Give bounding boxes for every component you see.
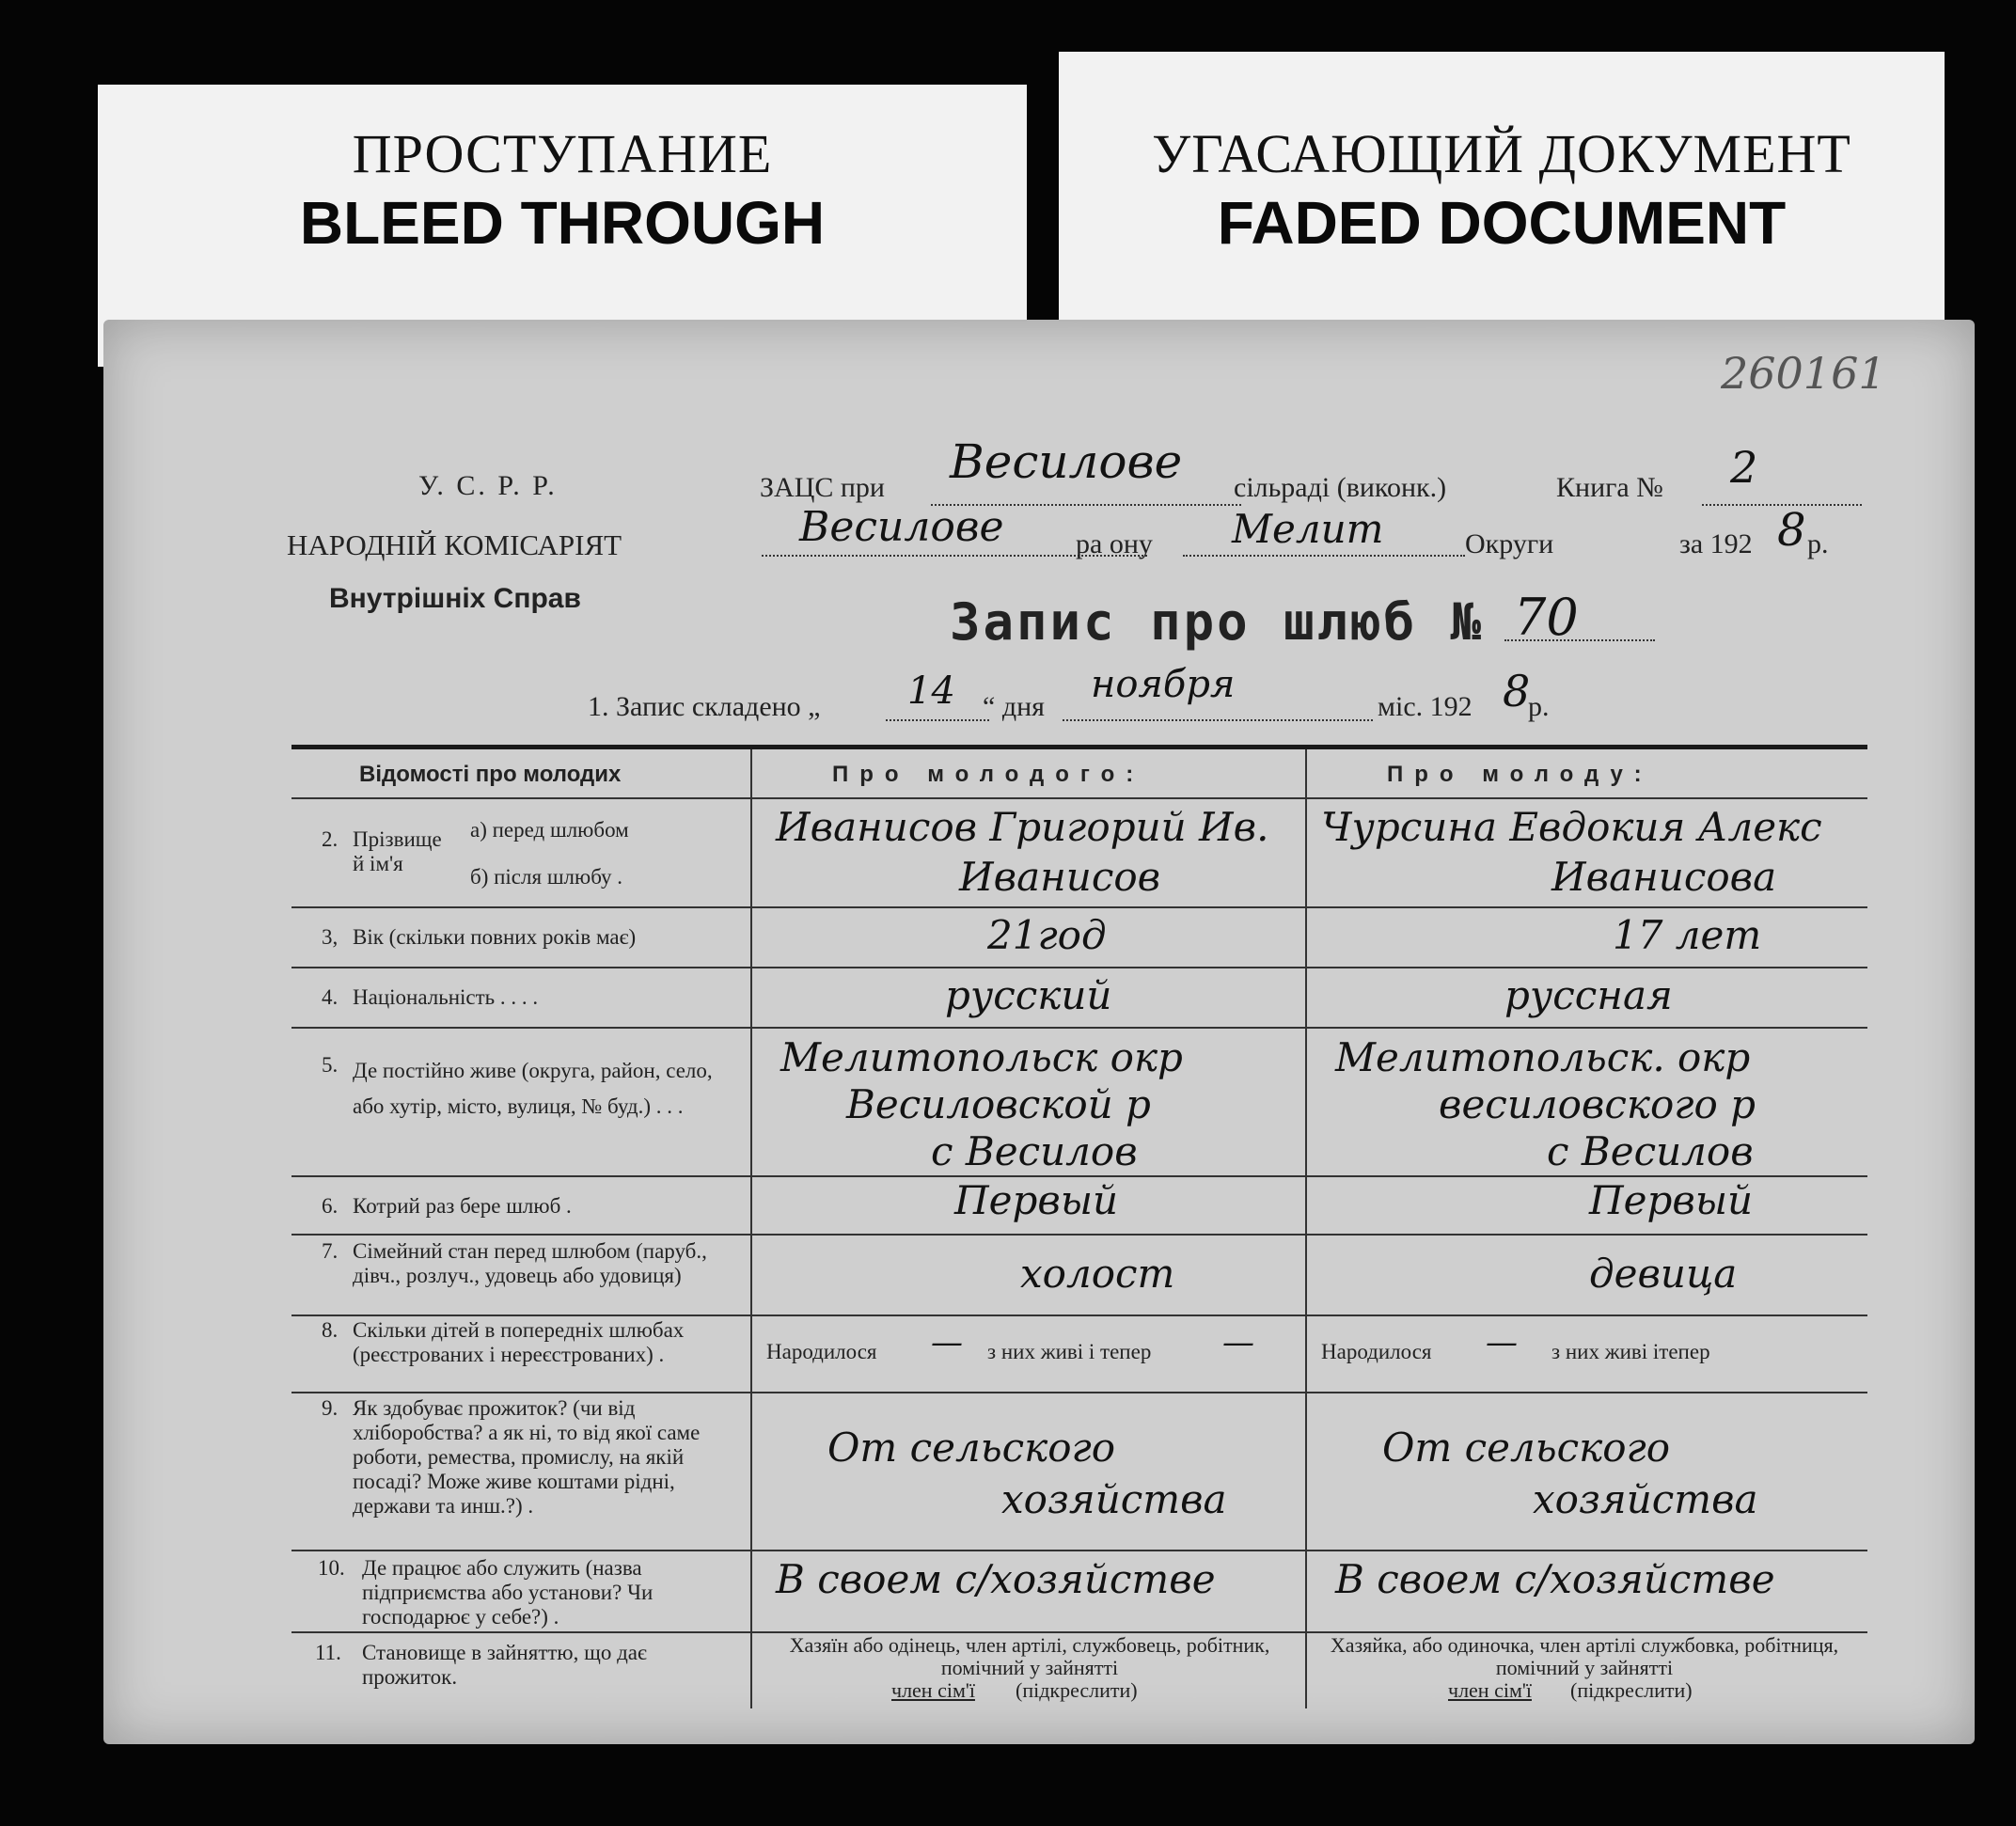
- row-num: 6.: [322, 1194, 339, 1218]
- row-label: Скільки дітей в попередніх шлюбах (реєстрованих і нереєстрованих) .: [353, 1318, 685, 1366]
- compiled-suffix: р.: [1528, 691, 1550, 722]
- compiled-month: ноября: [1091, 663, 1236, 706]
- republic-label: У. С. Р. Р.: [418, 470, 558, 501]
- bride-residence-line1: Мелитопольск. окр: [1335, 1034, 1751, 1080]
- groom-residence-line3: с Весилов: [931, 1128, 1138, 1174]
- zags-value: Весилове: [950, 434, 1183, 489]
- bride-residence-line3: с Весилов: [1547, 1128, 1754, 1174]
- archive-number: 260161: [1721, 348, 1886, 399]
- groom-marital-status: холост: [1020, 1251, 1175, 1297]
- record-number: 70: [1514, 588, 1579, 647]
- row-num: 11.: [315, 1641, 341, 1664]
- compiled-prefix: 1. Запис складено „: [588, 691, 821, 722]
- notice-en: FADED DOCUMENT: [1217, 189, 1787, 257]
- bride-livelihood-line2: хозяйства: [1533, 1476, 1758, 1522]
- bride-marriage-count: Первый: [1589, 1177, 1754, 1223]
- row-label: Національність . . . .: [353, 985, 539, 1009]
- book-value: 2: [1730, 442, 1758, 493]
- compiled-year: 8: [1503, 666, 1531, 716]
- bride-nationality: руссная: [1504, 972, 1673, 1018]
- col-header-bride: Про молоду:: [1387, 762, 1653, 787]
- groom-born-value: —: [931, 1324, 963, 1362]
- notice-ru: ПРОСТУПАНИЕ: [352, 123, 773, 184]
- silradi-label: сільраді (виконк.): [1234, 472, 1447, 503]
- groom-livelihood-line2: хозяйства: [1001, 1476, 1227, 1522]
- year-value: 8: [1777, 504, 1806, 557]
- col-header-info: Відомості про молодих: [359, 762, 622, 787]
- notice-ru: УГАСАЮЩИЙ ДОКУМЕНТ: [1152, 123, 1851, 184]
- row-num: 5.: [322, 1053, 339, 1077]
- row-label: Котрий раз бере шлюб .: [353, 1194, 572, 1218]
- commissariat-label: НАРОДНІЙ КОМІСАРІЯТ: [287, 528, 622, 561]
- row-num: 10.: [318, 1556, 345, 1580]
- row-label: Сімейний стан перед шлюбом (паруб., дівч., розлуч., удовець або удовиця): [353, 1239, 707, 1287]
- bride-residence-line2: весиловского р: [1439, 1081, 1756, 1127]
- groom-family-member: член сім'ї: [891, 1678, 975, 1702]
- record-title: Запис про шлюб №: [950, 592, 1485, 652]
- row-label: Прізвище й ім'я: [353, 827, 442, 875]
- row-num: 4.: [322, 985, 339, 1009]
- book-label: Книга №: [1556, 472, 1663, 503]
- bride-workplace: В своем с/хозяйстве: [1335, 1556, 1775, 1602]
- compiled-month-label: міс. 192: [1378, 691, 1473, 722]
- row-sub-before: а) перед шлюбом: [470, 818, 629, 842]
- row-num: 3,: [322, 925, 339, 949]
- row-num: 9.: [322, 1396, 339, 1420]
- bride-age: 17 лет: [1613, 912, 1762, 958]
- bride-family-member: член сім'ї: [1448, 1678, 1532, 1702]
- rayon-label: ра ону: [1076, 528, 1153, 559]
- zags-label: ЗАЦС при: [760, 472, 885, 503]
- groom-alive-value: —: [1222, 1324, 1254, 1362]
- row-label: Як здобуває прожиток? (чи від хліборобства? а як ні, то від якої саме роботи, ремества, промислу, на якій посаді? Може живе коштами рідні, держави та инш.?) .: [353, 1396, 701, 1518]
- bride-name-after: Иванисова: [1551, 854, 1777, 900]
- bride-underline-hint: (підкреслити): [1570, 1678, 1693, 1702]
- col-header-groom: Про молодого:: [832, 762, 1145, 787]
- bride-alive-label: з них живі ітепер: [1551, 1340, 1710, 1363]
- groom-name-after: Иванисов: [959, 854, 1161, 900]
- rayon-value: Весилове: [799, 503, 1004, 551]
- row-num: 2.: [322, 827, 339, 851]
- okrug-label: Округи: [1465, 528, 1554, 559]
- groom-occupation-options: Хазяїн або одінець, член артілі, службовець, робітник, помічний у зайнятті: [789, 1633, 1270, 1679]
- bride-born-value: —: [1486, 1324, 1518, 1362]
- okrug-value: Мелит: [1232, 506, 1384, 552]
- groom-nationality: русский: [945, 972, 1112, 1018]
- groom-age: 21год: [987, 912, 1107, 958]
- row-label: Де працює або служить (назва підприємства або установи? Чи господарює у себе?) .: [362, 1556, 654, 1629]
- department-label: Внутрішніх Справ: [329, 583, 581, 614]
- groom-residence-line2: Весиловской р: [846, 1081, 1151, 1127]
- groom-marriage-count: Первый: [954, 1177, 1119, 1223]
- groom-alive-label: з них живі і тепер: [987, 1340, 1152, 1363]
- year-suffix: р.: [1807, 528, 1829, 559]
- groom-workplace: В своем с/хозяйстве: [776, 1556, 1216, 1602]
- marriage-record-sheet: [103, 320, 1975, 1744]
- bride-marital-status: девица: [1589, 1251, 1738, 1297]
- notice-en: BLEED THROUGH: [299, 189, 826, 257]
- groom-born-label: Народилося: [766, 1340, 877, 1363]
- groom-livelihood-line1: От сельского: [827, 1425, 1115, 1471]
- row-label: Де постійно живе (округа, район, село, або хутір, місто, вулиця, № буд.) . . .: [353, 1059, 713, 1118]
- row-num: 8.: [322, 1318, 339, 1342]
- compiled-day-label: “ дня: [983, 691, 1045, 722]
- year-label: за 192: [1679, 528, 1753, 559]
- row-sub-after: б) після шлюбу .: [470, 865, 623, 889]
- bride-livelihood-line1: От сельского: [1382, 1425, 1670, 1471]
- groom-underline-hint: (підкреслити): [1016, 1678, 1138, 1702]
- bride-born-label: Народилося: [1321, 1340, 1432, 1363]
- compiled-day: 14: [907, 669, 955, 713]
- row-label: Вік (скільки повних років має): [353, 925, 637, 949]
- bride-name-before: Чурсина Евдокия Алекс: [1321, 804, 1822, 850]
- groom-residence-line1: Мелитопольск окр: [780, 1034, 1183, 1080]
- row-label: Становище в зайняттю, що дає прожиток.: [362, 1641, 647, 1689]
- bride-occupation-options: Хазяйка, або одиночка, член артілі службовка, робітниця, помічний у зайнятті: [1330, 1633, 1839, 1679]
- groom-name-before: Иванисов Григорий Ив.: [776, 804, 1269, 850]
- row-num: 7.: [322, 1239, 339, 1263]
